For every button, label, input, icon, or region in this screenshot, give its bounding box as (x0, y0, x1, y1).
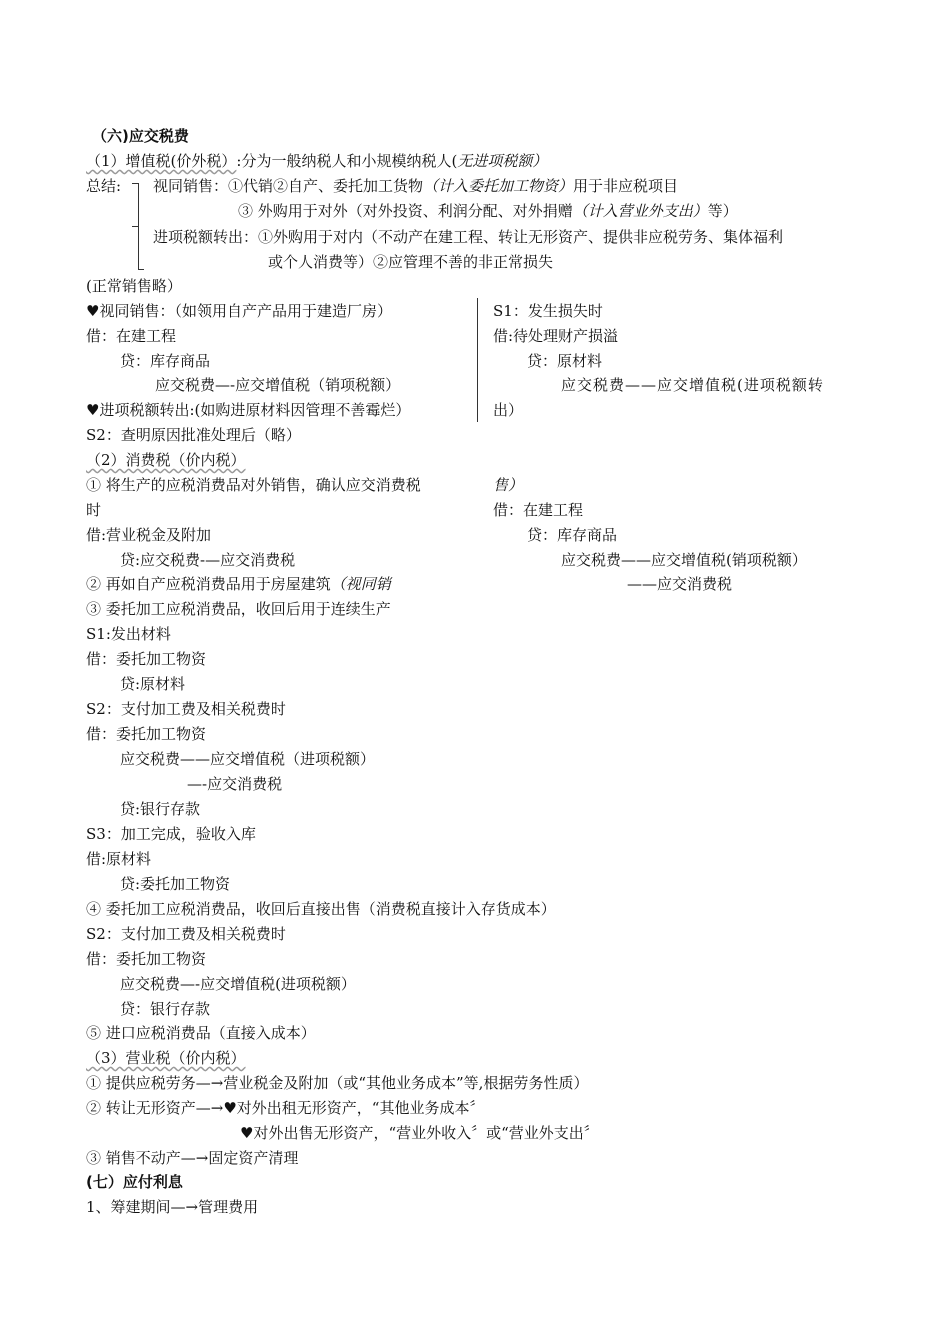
business-tax-line: ♥对外出售无形资产，“营业外收入〞或“营业外支出〞 (240, 1124, 599, 1142)
consumption-line: 贷:原材料 (120, 675, 186, 693)
consumption-line: 借:原材料 (86, 850, 152, 868)
section-7-title: (七）应付利息 (86, 1173, 183, 1191)
consumption-right-line: 售） (493, 476, 524, 494)
vat-left-line: ♥视同销售：（如领用自产产品用于建造厂房） (86, 302, 392, 320)
summary-brace-mid (132, 226, 138, 227)
transfer-line-1: 进项税额转出：①外购用于对内（不动产在建工程、转让无形资产、提供非应税劳务、集体福利 (153, 228, 784, 246)
consumption-line: 借：委托加工物资 (86, 725, 207, 743)
consumption-right-line: 贷：库存商品 (527, 526, 618, 544)
deemed-sale-line-1 (153, 175, 678, 197)
consumption-line: ③ 委托加工应税消费品，收回后用于连续生产 (86, 600, 391, 618)
transfer-line-2: 或个人消费等）②应管理不善的非正常损失 (268, 253, 554, 271)
consumption-line: 贷:银行存款 (120, 800, 201, 818)
vat-left-line: ♥进项税额转出:(如购进原材料因管理不善霉烂） (86, 401, 411, 419)
consumption-right-line: 应交税费——应交增值税(销项税额） (561, 551, 807, 569)
consumption-right-line: ——应交消费税 (627, 575, 733, 593)
interest-line: 1、筹建期间—→管理费用 (86, 1198, 259, 1216)
vat-right-line: 贷：原材料 (527, 352, 603, 370)
consumption-title: （2）消费税（价内税） (86, 451, 246, 469)
vat-right-line: 出） (493, 401, 524, 419)
deemed-sale-1b: （计入委托加工物资） (423, 177, 574, 195)
consumption-line: S2：支付加工费及相关税费时 (86, 700, 286, 718)
deemed-sale-1a: 视同销售：①代销②自产、委托加工货物 (153, 177, 424, 195)
consumption-left-line: 时 (86, 501, 102, 519)
vat-desc-italic: 无进项税额 (457, 152, 533, 170)
consumption-line: ⑤ 进口应税消费品（直接入成本） (86, 1024, 316, 1042)
deemed-sale-line-2 (238, 200, 738, 222)
consumption-left-line: 借:营业税金及附加 (86, 526, 212, 544)
consumption-line: 贷:委托加工物资 (120, 875, 231, 893)
vat-right-line: 应交税费——应交增值税(进项税额转 (561, 376, 824, 394)
consumption-line: S2：支付加工费及相关税费时 (86, 925, 286, 943)
vat-desc-end: ） (532, 152, 548, 170)
business-tax-line: ③ 销售不动产—→固定资产清理 (86, 1149, 299, 1167)
vat-left-line: S2：查明原因批准处理后（略） (86, 426, 301, 444)
consumption-right-line: 借：在建工程 (493, 501, 584, 519)
deemed-sale-text: ② 再如自产应税消费品用于房屋建筑 (86, 575, 331, 593)
vat-title: （1）增值税(价外税） (86, 152, 237, 170)
summary-brace-top (132, 183, 138, 184)
consumption-line: 应交税费——应交增值税（进项税额） (120, 750, 376, 768)
consumption-left-line (86, 573, 391, 595)
consumption-line: 应交税费—-应交增值税(进项税额） (120, 975, 356, 993)
section-6-title: （六)应交税费 (92, 127, 189, 145)
consumption-line: 借：委托加工物资 (86, 950, 207, 968)
vat-left-line: 应交税费—-应交增值税（销项税额） (155, 376, 401, 394)
vat-right-line: 借:待处理财产损溢 (493, 327, 619, 345)
vat-heading (86, 150, 547, 172)
deemed-sale-1c: 用于非应税项目 (573, 177, 679, 195)
vat-left-line: 贷：库存商品 (120, 352, 211, 370)
deemed-sale-italic: （视同销 (330, 575, 391, 593)
business-tax-line: ② 转让无形资产—→♥对外出租无形资产，“其他业务成本〞 (86, 1099, 485, 1117)
consumption-line: 贷：银行存款 (120, 1000, 211, 1018)
summary-brace-bottom (138, 269, 144, 270)
business-tax-line: ① 提供应税劳务—→营业税金及附加（或“其他业务成本”等,根据劳务性质） (86, 1074, 589, 1092)
consumption-line: S1:发出材料 (86, 625, 171, 643)
consumption-line: S3：加工完成，验收入库 (86, 825, 256, 843)
summary-brace (138, 183, 139, 269)
consumption-line: ④ 委托加工应税消费品，收回后直接出售（消费税直接计入存货成本） (86, 900, 556, 918)
vat-right-line: S1：发生损失时 (493, 302, 603, 320)
business-tax-title: （3）营业税（价内税） (86, 1049, 246, 1067)
deemed-sale-2a: ③ 外购用于对外（对外投资、利润分配、对外捐赠 (238, 202, 573, 220)
column-divider (477, 298, 478, 422)
normal-sales-omitted: (正常销售略） (86, 277, 182, 295)
consumption-left-line: 贷:应交税费-—应交消费税 (120, 551, 296, 569)
consumption-line: 借：委托加工物资 (86, 650, 207, 668)
consumption-line: —-应交消费税 (187, 775, 283, 793)
deemed-sale-2b: （计入营业外支出） (572, 202, 708, 220)
vat-left-line: 借：在建工程 (86, 327, 177, 345)
summary-label: 总结: (86, 177, 122, 195)
deemed-sale-2c: 等） (707, 202, 738, 220)
consumption-left-line: ① 将生产的应税消费品对外销售，确认应交消费税 (86, 476, 421, 494)
vat-desc: :分为一般纳税人和小规模纳税人( (236, 152, 458, 170)
